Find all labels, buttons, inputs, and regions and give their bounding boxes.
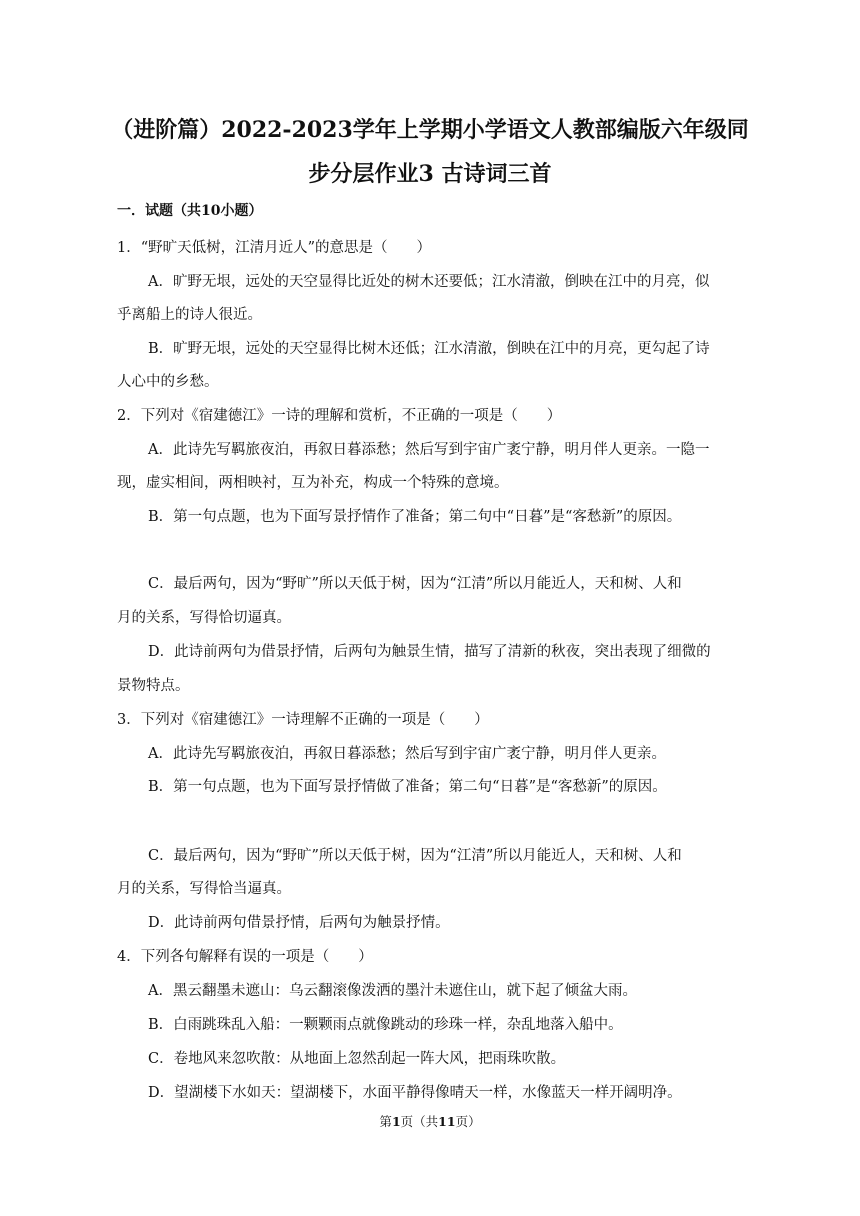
question-2-option-d-cont: 景物特点。 xyxy=(117,678,190,694)
question-1-option-a-cont: 乎离船上的诗人很近。 xyxy=(117,307,262,323)
question-3-option-a: A．此诗先写羁旅夜泊，再叙日暮添愁；然后写到宇宙广袤宁静，明月伴人更亲。 xyxy=(148,746,666,762)
footer-prefix: 第 xyxy=(379,1114,392,1129)
question-2-option-d: D．此诗前两句为借景抒情，后两句为触景生情，描写了清新的秋夜，突出表现了细微的 xyxy=(148,644,711,660)
page-footer xyxy=(0,1112,860,1130)
section-heading: 一．试题（共10小题） xyxy=(117,203,263,219)
question-1-option-a: A．旷野无垠，远处的天空显得比近处的树木还要低；江水清澈，倒映在江中的月亮，似 xyxy=(148,274,710,290)
footer-mid: 页（共 xyxy=(400,1114,439,1129)
question-2-option-c-cont: 月的关系，写得恰切逼真。 xyxy=(117,610,291,626)
question-3-option-c-cont: 月的关系，写得恰当逼真。 xyxy=(117,881,291,897)
question-1-option-b-cont: 人心中的乡愁。 xyxy=(117,374,219,390)
question-3-option-d: D．此诗前两句借景抒情，后两句为触景抒情。 xyxy=(148,915,450,931)
question-4-option-b: B．白雨跳珠乱入船：一颗颗雨点就像跳动的珍珠一样，杂乱地落入船中。 xyxy=(148,1017,623,1033)
question-4-option-d: D．望湖楼下水如天：望湖楼下，水面平静得像晴天一样，水像蓝天一样开阔明净。 xyxy=(148,1085,682,1101)
footer-total-pages: 11 xyxy=(438,1114,456,1129)
question-2-stem: 2．下列对《宿建德江》一诗的理解和赏析，不正确的一项是（ ） xyxy=(117,408,562,424)
question-2-option-a-cont: 现，虚实相间，两相映衬，互为补充，构成一个特殊的意境。 xyxy=(117,475,509,491)
question-2-option-c: C．最后两句，因为“野旷”所以天低于树，因为“江清”所以月能近人，天和树、人和 xyxy=(148,576,682,592)
title-line-1: （进阶篇）2022-2023学年上学期小学语文人教部编版六年级同 xyxy=(111,117,749,143)
question-2-option-a: A．此诗先写羁旅夜泊，再叙日暮添愁；然后写到宇宙广袤宁静，明月伴人更亲。一隐一 xyxy=(148,442,710,458)
question-3-option-c: C．最后两句，因为“野旷”所以天低于树，因为“江清”所以月能近人，天和树、人和 xyxy=(148,848,682,864)
question-2-option-b: B．第一句点题，也为下面写景抒情作了准备；第二句中“日暮”是“客愁新”的原因。 xyxy=(148,509,682,525)
question-4-option-c: C．卷地风来忽吹散：从地面上忽然刮起一阵大风，把雨珠吹散。 xyxy=(148,1051,566,1067)
title-line-2: 步分层作业3 古诗词三首 xyxy=(308,161,552,187)
footer-suffix: 页） xyxy=(455,1114,481,1129)
question-1-option-b: B．旷野无垠，远处的天空显得比树木还低；江水清澈，倒映在江中的月亮，更勾起了诗 xyxy=(148,341,710,357)
question-4-stem: 4．下列各句解释有误的一项是（ ） xyxy=(117,949,373,965)
question-1-stem: 1．“野旷天低树，江清月近人”的意思是（ ） xyxy=(117,240,432,256)
footer-page-number: 1 xyxy=(391,1114,401,1129)
question-3-stem: 3．下列对《宿建德江》一诗理解不正确的一项是（ ） xyxy=(117,712,489,728)
question-4-option-a: A．黑云翻墨未遮山：乌云翻滚像泼洒的墨汁未遮住山，就下起了倾盆大雨。 xyxy=(148,983,637,999)
question-3-option-b: B．第一句点题，也为下面写景抒情做了准备；第二句“日暮”是“客愁新”的原因。 xyxy=(148,779,667,795)
